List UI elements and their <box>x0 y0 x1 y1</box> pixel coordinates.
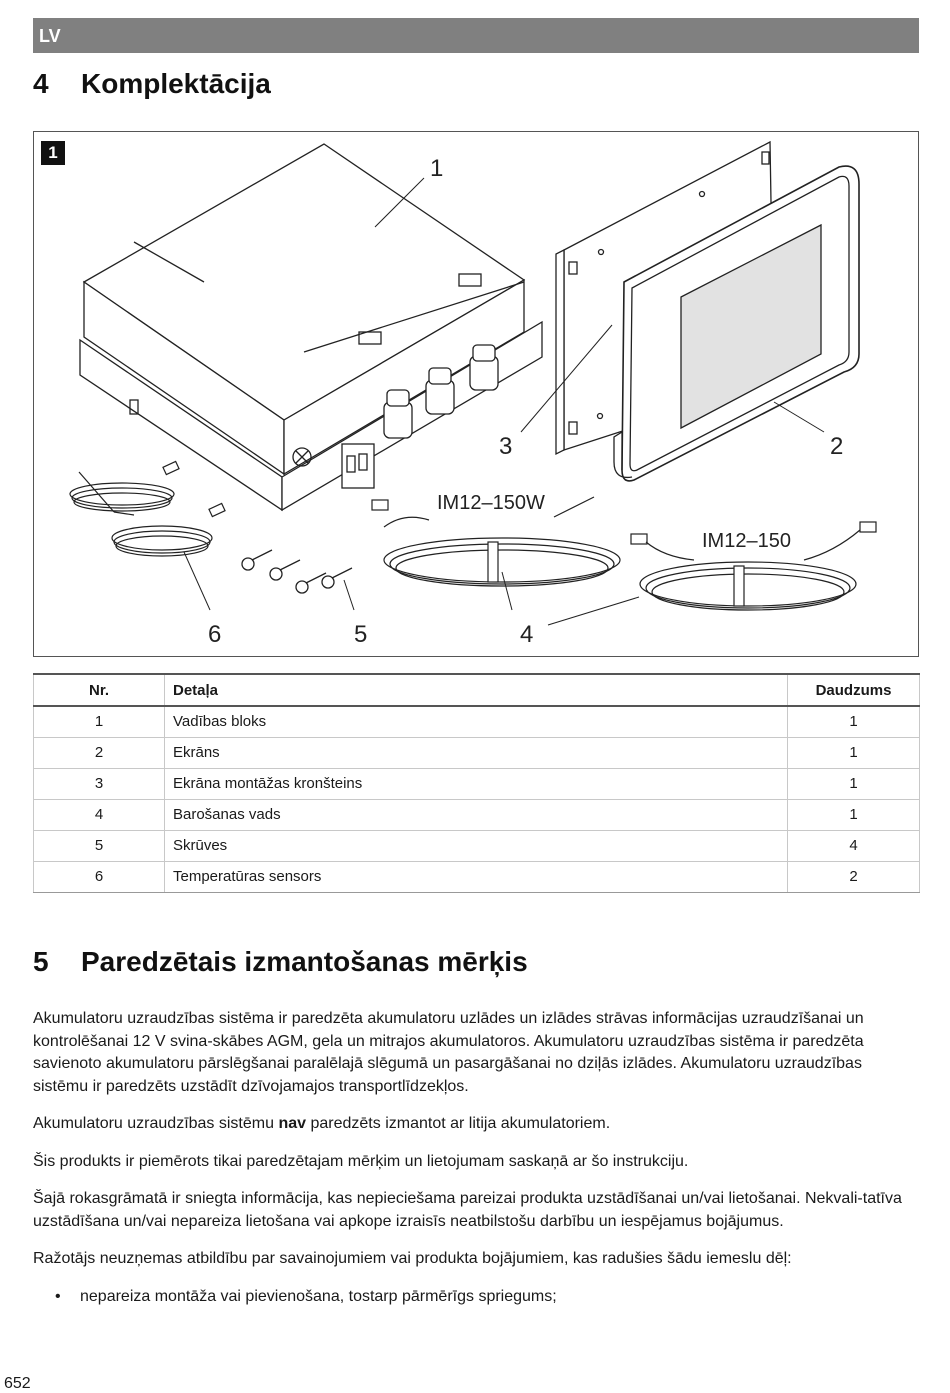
section-title: Paredzētais izmantošanas mērķis <box>81 946 528 977</box>
table-row <box>34 861 920 892</box>
cell-nr: 1 <box>34 706 165 737</box>
callout-6: 6 <box>208 621 222 648</box>
cell-part: Ekrāna montāžas kronšteins <box>165 768 788 799</box>
screws-drawing <box>242 550 352 593</box>
language-code: LV <box>39 26 61 46</box>
callout-4: 4 <box>520 621 534 648</box>
callout-3: 3 <box>499 433 513 460</box>
cell-nr: 5 <box>34 830 165 861</box>
liability-list <box>33 1286 919 1309</box>
page-number: 652 <box>4 1375 31 1392</box>
callout-5: 5 <box>354 621 368 648</box>
cell-quantity: 1 <box>788 706 920 737</box>
cable-label-im12-150: IM12–150 <box>702 530 791 552</box>
section-number: 5 <box>33 946 49 977</box>
cell-quantity: 1 <box>788 799 920 830</box>
cell-nr: 3 <box>34 768 165 799</box>
header-nr: Nr. <box>34 674 165 706</box>
paragraph: Šis produkts ir piemērots tikai paredzētajam mērķim un lietojumam saskaņā ar šo instrukciju. <box>33 1152 689 1170</box>
cell-part: Skrūves <box>165 830 788 861</box>
list-item <box>33 1286 919 1309</box>
temperature-sensor-cables-drawing <box>70 461 225 556</box>
cell-part: Vadības bloks <box>165 706 788 737</box>
cell-quantity: 2 <box>788 861 920 892</box>
paragraph: Ražotājs neuzņemas atbildību par savainojumiem vai produkta bojājumiem, kas radušies šādu iemeslu dēļ: <box>33 1250 792 1267</box>
table-row <box>34 830 920 861</box>
paragraph-lithium-warning <box>33 1113 919 1136</box>
paragraph: Šajā rokasgrāmatā ir sniegta informācija, kas nepieciešama pareizai produkta uzstādīšanai un/vai lietošanai. Nekvali-tatīva uzstādīšana un/vai nepareiza lietošana vai apkope izraisīs neatbilstošu darbību un iespējamus bojājumus. <box>33 1190 902 1230</box>
text-run: Akumulatoru uzraudzības sistēmu <box>33 1115 279 1132</box>
callout-2: 2 <box>830 433 844 460</box>
product-illustration <box>34 132 920 658</box>
cell-quantity: 4 <box>788 830 920 861</box>
table-header-row <box>34 674 920 706</box>
table-row <box>34 768 920 799</box>
control-unit-drawing <box>80 144 542 510</box>
cell-nr: 6 <box>34 861 165 892</box>
section-4-heading <box>33 68 271 100</box>
cable-label-im12-150w: IM12–150W <box>437 492 545 514</box>
figure-number-badge: 1 <box>41 141 65 165</box>
bullet-icon: • <box>55 1287 61 1305</box>
header-part: Detaļa <box>165 674 788 706</box>
cell-nr: 2 <box>34 737 165 768</box>
table-row <box>34 799 920 830</box>
section-number: 4 <box>33 68 49 99</box>
language-bar <box>33 18 919 53</box>
section-title: Komplektācija <box>81 68 271 99</box>
paragraph: Akumulatoru uzraudzības sistēma ir paredzēta akumulatoru uzlādes un izlādes strāvas informācijas uzraudzīšanai un kontrolēšanai 12 V svina-skābes AGM, gela un mitrajos akumulatoros. Akumulatoru uzraudzības sistēma ir paredzēta savienoto akumulatoru pārslēgšanai paralēlajā slēgumā un pasargāšanai no dziļās izlādes. Akumulatoru uzraudzības sistēmu ir paredzēts uzstādīt dzīvojamajos transportlīdzekļos. <box>33 1010 864 1095</box>
callout-1: 1 <box>430 155 444 182</box>
list-item-text: nepareiza montāža vai pievienošana, tostarp pārmērīgs spriegums; <box>80 1287 557 1305</box>
cell-part: Barošanas vads <box>165 799 788 830</box>
cell-quantity: 1 <box>788 768 920 799</box>
parts-table <box>33 673 920 893</box>
table-row <box>34 737 920 768</box>
cell-quantity: 1 <box>788 737 920 768</box>
intended-use-text <box>33 1008 919 1308</box>
table-row <box>34 706 920 737</box>
text-run: paredzēts izmantot ar litija akumulatoriem. <box>306 1115 611 1132</box>
figure-1-scope-of-delivery <box>33 131 919 657</box>
cell-nr: 4 <box>34 799 165 830</box>
cell-part: Temperatūras sensors <box>165 861 788 892</box>
emphasis-nav: nav <box>278 1115 307 1132</box>
header-quantity: Daudzums <box>788 674 920 706</box>
cell-part: Ekrāns <box>165 737 788 768</box>
section-5-heading <box>33 946 528 978</box>
